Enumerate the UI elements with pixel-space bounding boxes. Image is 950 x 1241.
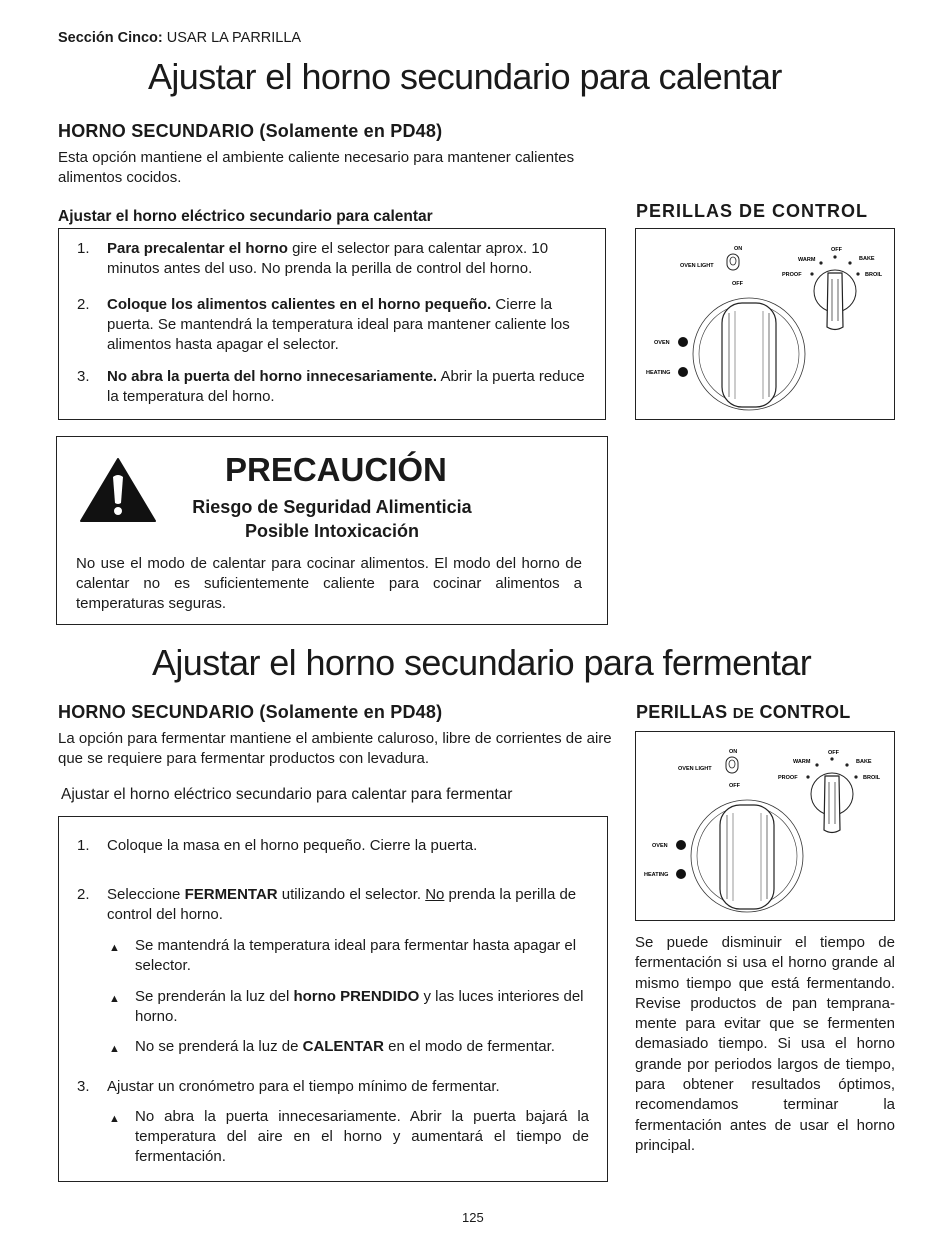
step-text bbox=[107, 367, 589, 407]
control-panel-illustration bbox=[635, 228, 895, 420]
warm-steps-box bbox=[58, 228, 606, 420]
warm-steps-list bbox=[77, 239, 589, 414]
panel-title-part: DE bbox=[732, 705, 755, 722]
warm-steps-heading: Ajustar el horno eléctrico secundario para calentar bbox=[58, 208, 433, 225]
step-text: Ajustar un cronómetro para el tiempo mínimo de fermentar. bbox=[107, 1078, 500, 1095]
caution-body: No use el modo de calentar para cocinar alimentos. El modo del horno de calentar no es suficientemente caliente para cocinar alimentos a temperaturas seguras. bbox=[76, 555, 582, 612]
label-proof: PROOF bbox=[778, 775, 798, 781]
proof-side-text: Se puede disminuir el tiempo de fermentación si usa el horno grande al mismo tiempo que está fermentando. Revise productos de pan temprana-mente para evitar que se fermenten demasiado tiempo. Si usa el horno grande por periodos largos de tiempo, para obtener resultados óptimos, recomendamos terminar la fermentación antes de usar el horno principal. bbox=[635, 934, 895, 1154]
step-rest: gire el selector para calentar aprox. 10 minutos antes del uso. No prenda la perilla de control del horno. bbox=[107, 240, 549, 277]
oven-control-knob bbox=[693, 298, 805, 410]
heating-indicator-light bbox=[676, 869, 686, 879]
text-bold: CALENTAR bbox=[302, 1038, 384, 1055]
label-broil: BROIL bbox=[865, 272, 883, 278]
step-text bbox=[107, 295, 589, 355]
text-part: y las luces interiores del horno. bbox=[135, 988, 584, 1025]
label-off: OFF bbox=[732, 281, 743, 287]
step-number: 2. bbox=[77, 886, 90, 903]
step-number: 3. bbox=[77, 368, 90, 385]
oven-light-switch bbox=[726, 757, 738, 773]
heating-indicator-light bbox=[678, 367, 688, 377]
caution-box bbox=[56, 436, 608, 625]
section-prefix: Sección Cinco: bbox=[58, 30, 163, 46]
label-oven-light: OVEN LIGHT bbox=[678, 766, 712, 772]
oven-indicator-light bbox=[678, 337, 688, 347]
label-on: ON bbox=[729, 749, 738, 755]
step-text: Coloque la masa en el horno pequeño. Cierre la puerta. bbox=[107, 837, 478, 854]
step-number: 2. bbox=[77, 296, 90, 313]
triangle-bullet-icon: ▲ bbox=[109, 1113, 120, 1125]
bullet-text bbox=[135, 1037, 589, 1057]
warning-triangle-icon bbox=[79, 457, 157, 523]
bullet-text: Se mantendrá la temperatura ideal para fermentar hasta apagar el selector. bbox=[135, 937, 577, 974]
panel-title-part: CONTROL bbox=[754, 702, 851, 722]
warm-title: Ajustar el horno secundario para calentar bbox=[148, 56, 782, 97]
label-heating: HEATING bbox=[644, 872, 669, 878]
step-text bbox=[107, 885, 589, 925]
step-bold: No abra la puerta del horno innecesariamente. bbox=[107, 368, 438, 385]
text-part: Seleccione bbox=[107, 886, 185, 903]
caution-subtitle bbox=[167, 495, 497, 543]
triangle-bullet-icon: ▲ bbox=[109, 942, 120, 954]
oven-indicator-light bbox=[676, 840, 686, 850]
label-oven: OVEN bbox=[652, 843, 668, 849]
step-rest: Abrir la puerta reduce la temperatura del horno. bbox=[107, 368, 585, 405]
proof-subtitle: HORNO SECUNDARIO (Solamente en PD48) bbox=[58, 702, 443, 722]
proof-steps-list bbox=[77, 836, 589, 1176]
section-name: USAR LA PARRILLA bbox=[166, 30, 302, 46]
caution-subtitle-line1: Riesgo de Seguridad Alimenticia bbox=[192, 497, 472, 517]
label-proof: PROOF bbox=[782, 272, 802, 278]
text-part: No se prenderá la luz de bbox=[135, 1038, 303, 1055]
step-bold: Coloque los alimentos calientes en el horno pequeño. bbox=[107, 296, 492, 313]
bullet-text: No abra la puerta innecesariamente. Abrir la puerta bajará la temperatura del aire en el horno y aumentará el tiempo de fermentación. bbox=[135, 1108, 589, 1165]
text-part: utilizando el selector. bbox=[277, 886, 426, 903]
label-broil: BROIL bbox=[863, 775, 881, 781]
warm-intro: Esta opción mantiene el ambiente caliente necesario para mantener calientes alimentos cocidos. bbox=[58, 149, 575, 186]
label-warm: WARM bbox=[798, 257, 816, 263]
proof-title: Ajustar el horno secundario para fermentar bbox=[152, 642, 812, 683]
step-rest: Cierre la puerta. Se mantendrá la temperatura ideal para mantener caliente los alimentos hasta apagar el selector. bbox=[107, 296, 570, 353]
text-part: prenda la perilla de control del horno. bbox=[107, 886, 577, 923]
label-on: ON bbox=[734, 246, 743, 252]
label-off-top: OFF bbox=[831, 247, 842, 253]
step-text bbox=[107, 239, 589, 279]
text-underline: No bbox=[425, 886, 445, 903]
step-bold: Para precalentar el horno bbox=[107, 240, 288, 257]
oven-light-switch bbox=[727, 254, 739, 270]
label-off: OFF bbox=[729, 783, 740, 789]
text-bold: horno PRENDIDO bbox=[293, 988, 420, 1005]
caution-title: PRECAUCIÓN bbox=[225, 451, 447, 488]
control-panel-illustration bbox=[635, 731, 895, 921]
warm-subtitle: HORNO SECUNDARIO (Solamente en PD48) bbox=[58, 121, 443, 141]
control-panel-drawing bbox=[636, 229, 893, 418]
proof-panel-title bbox=[636, 702, 851, 723]
selector-knob bbox=[814, 270, 856, 330]
triangle-bullet-icon: ▲ bbox=[109, 1043, 120, 1055]
section-label bbox=[58, 30, 301, 46]
proof-steps-box bbox=[58, 816, 608, 1182]
label-warm: WARM bbox=[793, 759, 811, 765]
label-bake: BAKE bbox=[859, 256, 875, 262]
text-part: en el modo de fermentar. bbox=[384, 1038, 555, 1055]
bullet-text bbox=[135, 987, 589, 1027]
warm-panel-title: PERILLAS DE CONTROL bbox=[636, 201, 869, 221]
label-oven-light: OVEN LIGHT bbox=[680, 263, 714, 269]
label-oven: OVEN bbox=[654, 340, 670, 346]
label-off-top: OFF bbox=[828, 750, 839, 756]
triangle-bullet-icon: ▲ bbox=[109, 993, 120, 1005]
caution-subtitle-line2: Posible Intoxicación bbox=[244, 521, 420, 541]
text-bold: FERMENTAR bbox=[184, 886, 278, 903]
step-number: 1. bbox=[77, 240, 90, 257]
label-bake: BAKE bbox=[856, 759, 872, 765]
control-panel-drawing bbox=[636, 732, 893, 919]
text-part: Se prenderán la luz del bbox=[135, 988, 294, 1005]
proof-steps-heading: Ajustar el horno eléctrico secundario para calentar para fermentar bbox=[61, 786, 513, 803]
proof-intro: La opción para fermentar mantiene el ambiente caluroso, libre de corrientes de aire que se requiere para fermentar productos con levadura. bbox=[58, 730, 612, 767]
step-number: 1. bbox=[77, 837, 90, 854]
step-number: 3. bbox=[77, 1078, 90, 1095]
page-number: 125 bbox=[462, 1210, 484, 1225]
oven-control-knob bbox=[691, 800, 803, 912]
panel-title-part: PERILLAS bbox=[636, 702, 733, 722]
selector-knob bbox=[811, 773, 853, 833]
label-heating: HEATING bbox=[646, 370, 671, 376]
